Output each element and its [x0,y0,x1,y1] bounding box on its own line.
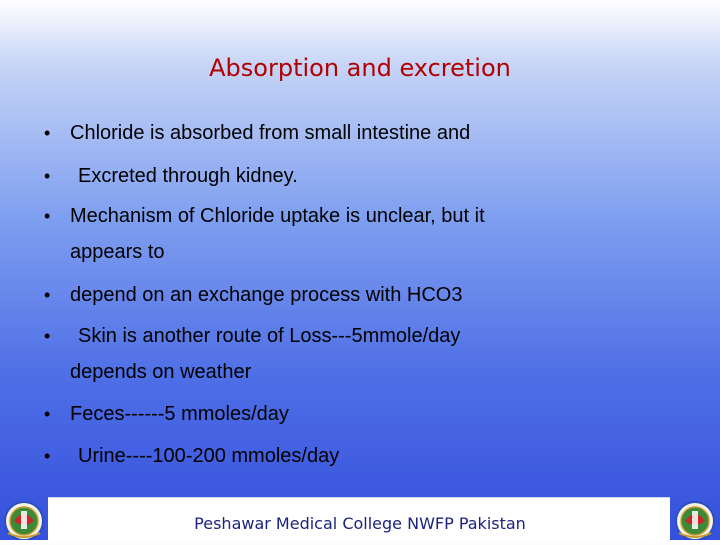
bullet-marker: • [44,285,51,305]
bullet-text: Urine----100-200 mmoles/day [78,445,340,467]
bullet-marker: • [44,326,51,346]
bullet-text: Excreted through kidney. [78,165,298,187]
bullet-marker: • [44,166,51,186]
bullet-text: Skin is another route of Loss---5mmole/day [78,325,461,347]
bullet-text: Mechanism of Chloride uptake is unclear, but it [70,205,485,227]
bullet-text: Chloride is absorbed from small intestine and [70,122,471,144]
bullet-marker: • [44,446,51,466]
bullet-marker: • [44,123,51,143]
bullet-marker: • [44,206,51,226]
footer-text: Peshawar Medical College NWFP Pakistan [194,514,526,533]
bullet-continuation: depends on weather [70,361,252,383]
bullet-text: depend on an exchange process with HCO3 [70,284,463,306]
bullet-continuation: appears to [70,241,165,263]
bullet-marker: • [44,404,51,424]
bullet-text: Feces------5 mmoles/day [70,403,289,425]
slide-title: Absorption and excretion [209,54,511,82]
